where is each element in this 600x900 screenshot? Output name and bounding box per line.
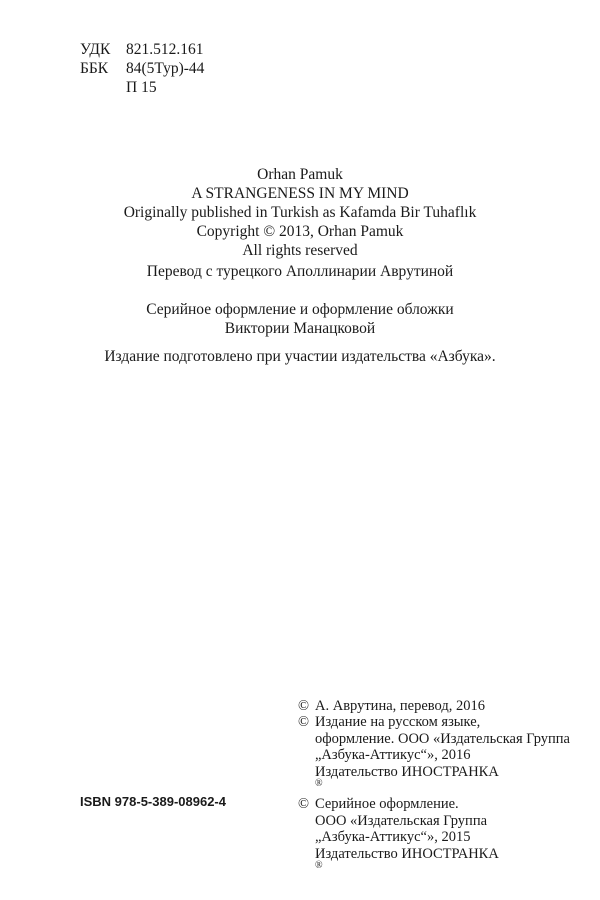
publisher-note — [0, 347, 600, 366]
bbk-label: ББК — [80, 60, 109, 77]
copyright-entry-series-design — [298, 796, 570, 878]
copyright-line-publisher — [315, 764, 570, 797]
bbk-value: 84(5Тур)-44 — [126, 60, 205, 77]
isbn-number: ISBN 978-5-389-08962-4 — [80, 794, 226, 809]
copyright-line: „Азбука-Аттикус“», 2016 — [315, 747, 471, 764]
registered-mark: ® — [315, 860, 323, 872]
original-title: A STRANGENESS IN MY MIND — [191, 185, 409, 202]
original-edition-info — [0, 165, 600, 260]
copyright-line: оформление. ООО «Издательская Группа — [315, 730, 570, 747]
publisher-name: Издательство ИНОСТРАНКА — [315, 845, 499, 862]
prepared-line: Издание подготовлено при участии издательства «Азбука». — [104, 348, 496, 365]
translation-line: Перевод с турецкого Аполлинарии Аврутиной — [146, 263, 454, 280]
copyright-symbol: © — [298, 698, 310, 714]
rights-reserved: All rights reserved — [242, 242, 358, 259]
design-line-1: Серийное оформление и оформление обложки — [146, 301, 454, 318]
copyright-entry-translation — [298, 698, 570, 714]
copyright-line-publisher — [315, 846, 499, 879]
copyright-symbol: © — [298, 714, 310, 731]
copyright-line: А. Аврутина, перевод, 2016 — [315, 698, 485, 714]
copyright-line: ООО «Издательская Группа — [315, 812, 488, 829]
original-publication: Originally published in Turkish as Kafamda Bir Tuhaflık — [123, 204, 477, 221]
bbk-row — [80, 59, 204, 78]
publisher-name: Издательство ИНОСТРАНКА — [315, 763, 499, 780]
author-sign: П 15 — [126, 79, 157, 96]
copyright-symbol: © — [298, 796, 310, 813]
copyright-line: Серийное оформление. — [315, 796, 459, 813]
catalog-codes — [80, 40, 204, 97]
udk-row — [80, 40, 204, 59]
copyright-line: „Азбука-Аттикус“», 2015 — [315, 829, 471, 846]
udk-value: 821.512.161 — [126, 41, 204, 58]
translator-credit — [0, 262, 600, 281]
udk-label: УДК — [80, 41, 111, 58]
copyright-entry-russian-edition — [298, 714, 570, 796]
registered-mark: ® — [315, 778, 323, 790]
author-sign-row — [80, 78, 204, 97]
author-name: Orhan Pamuk — [257, 166, 343, 183]
copyright-line: Издание на русском языке, — [315, 714, 481, 731]
copyright-notices — [298, 698, 570, 878]
original-copyright: Copyright © 2013, Orhan Pamuk — [196, 223, 404, 240]
design-credit — [0, 300, 600, 338]
design-line-2: Виктории Манацковой — [224, 320, 376, 337]
